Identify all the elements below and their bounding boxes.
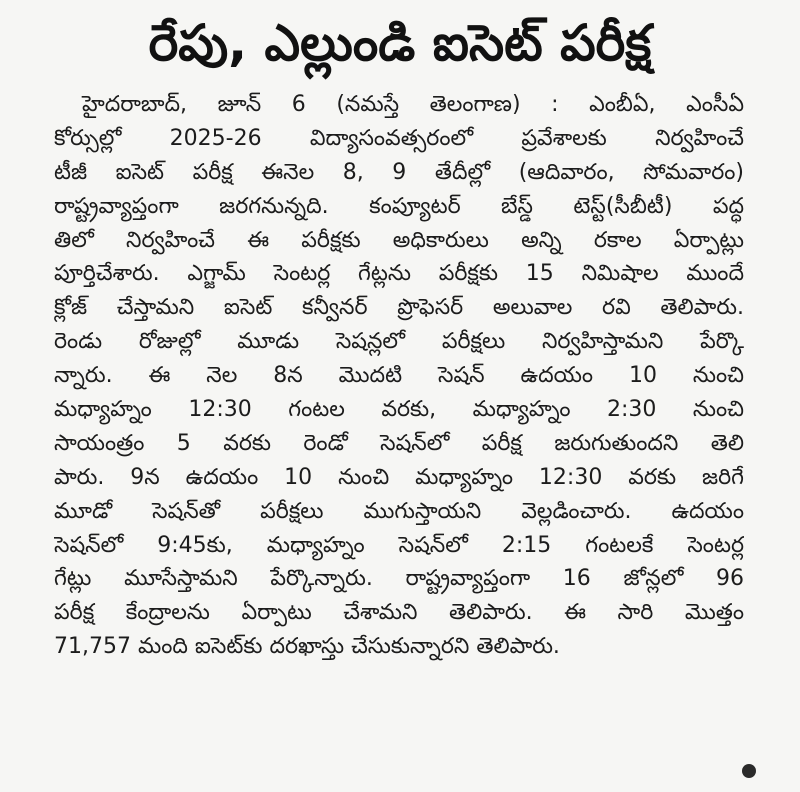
cropped-previous-text <box>80 0 740 6</box>
article-line: టీజీ ఐసెట్ పరీక్ష ఈనెల 8, 9 తేదీల్లో (ఆదివారం, సోమవారం) <box>54 159 744 185</box>
article-line: మధ్యాహ్నం 12:30 గంటల వరకు, మధ్యాహ్నం 2:30 నుంచి <box>54 397 744 423</box>
article-line: రెండు రోజుల్లో మూడు సెషన్లలో పరీక్షలు నిర్వహిస్తామని పేర్కొ <box>54 329 744 355</box>
article-line: హైదరాబాద్, జూన్ 6 (నమస్తే తెలంగాణ) : ఎంబీఏ, ఎంసీఏ <box>82 92 744 117</box>
article-line: పూర్తిచేశారు. ఎగ్జామ్ సెంటర్ల గేట్లను పరీక్షకు 15 నిమిషాల ముందే <box>54 261 744 287</box>
article-line: కోర్సుల్లో 2025-26 విద్యాసంవత్సరంలో ప్రవేశాలకు నిర్వహించే <box>54 125 744 151</box>
article-line: న్నారు. ఈ నెల 8న మొదటి సెషన్ ఉదయం 10 నుంచి <box>54 363 744 389</box>
article-line: పారు. 9న ఉదయం 10 నుంచి మధ్యాహ్నం 12:30 వరకు జరిగే <box>54 464 744 490</box>
article-line: 71,757 మంది ఐసెట్‌కు దరఖాస్తు చేసుకున్నారని తెలిపారు. <box>54 634 560 660</box>
article-line: గేట్లు మూసేస్తామని పేర్కొన్నారు. రాష్ట్రవ్యాప్తంగా 16 జోన్లలో 96 <box>54 566 744 592</box>
article-line: రాష్ట్రవ్యాప్తంగా జరగనున్నది. కంప్యూటర్ బేస్డ్ టెస్ట్(సీబీటీ) పద్ధ <box>54 193 744 219</box>
article-line: క్లోజ్ చేస్తామని ఐసెట్ కన్వీనర్ ప్రొఫెసర్ అలువాల రవి తెలిపారు. <box>54 295 744 321</box>
article-line: సెషన్‌లో 9:45కు, మధ్యాహ్నం సెషన్‌లో 2:15 గంటలకే సెంటర్ల <box>54 532 744 558</box>
article-line: తిలో నిర్వహించే ఈ పరీక్షకు అధికారులు అన్ని రకాల ఏర్పాట్లు <box>54 227 744 253</box>
article-line: సాయంత్రం 5 వరకు రెండో సెషన్‌లో పరీక్ష జరుగుతుందని తెలి <box>54 430 744 456</box>
corner-mark-icon <box>742 764 756 778</box>
headline: రేపు, ఎల్లుండి ఐసెట్ పరీక్ష <box>148 14 652 72</box>
article-line: మూడో సెషన్‌తో పరీక్షలు ముగుస్తాయని వెల్లడించారు. ఉదయం <box>54 498 744 524</box>
article-line: పరీక్ష కేంద్రాలను ఏర్పాటు చేశామని తెలిపారు. ఈ సారి మొత్తం <box>54 600 744 626</box>
article-body <box>54 88 744 664</box>
